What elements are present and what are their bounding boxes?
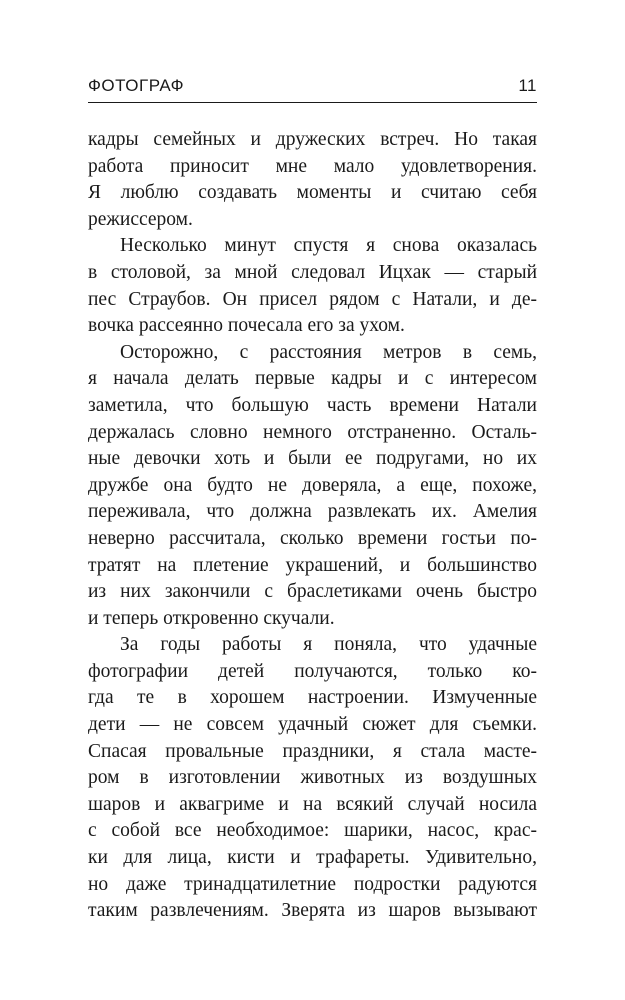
running-header [88,72,537,96]
text-line: я начала делать первые кадры и с интересом [88,368,537,390]
text-line: Я люблю создавать моменты и считаю себя [88,182,537,204]
text-line: переживала, что должна развлекать их. Амелия [88,501,537,523]
text-line: дети — не совсем удачный сюжет для съемки. [88,714,537,736]
text-line: заметила, что большую часть времени Натали [88,394,537,416]
text-line: в столовой, за мной следовал Ицхак — старый [88,261,537,283]
text-line: держалась словно немного отстраненно. Осталь- [88,421,537,443]
text-line: За годы работы я поняла, что удачные [120,634,537,656]
text-line: таким развлечениям. Зверята из шаров вызывают [88,900,537,922]
page-number: 11 [518,76,537,95]
text-line: работа приносит мне мало удовлетворения. [88,155,537,177]
text-line: с собой все необходимое: шарики, насос, крас- [88,820,537,842]
text-line: неверно рассчитала, сколько времени гостьи по- [88,527,537,549]
text-line: режиссером. [88,208,193,230]
text-line: Несколько минут спустя я снова оказалась [120,235,537,257]
text-line: шаров и аквагриме и на всякий случай носила [88,793,537,815]
text-line: кадры семейных и дружеских встреч. Но такая [88,129,537,150]
text-line: из них закончили с браслетиками очень быстро [88,581,537,603]
text-line: тратят на плетение украшений, и большинство [88,554,537,576]
text-line: дружбе она будто не доверяла, а еще, похоже, [88,474,537,496]
text-line: ные девочки хоть и были ее подругами, но их [88,448,537,470]
text-line: ки для лица, кисти и трафареты. Удивительно, [88,847,537,869]
text-line: но даже тринадцатилетние подростки радуются [88,873,537,895]
text-line: фотографии детей получаются, только ко- [88,660,537,682]
header-rule [88,102,537,103]
body-text [88,127,537,925]
text-line: вочка рассеянно почесала его за ухом. [88,315,405,337]
running-title: ФОТОГРАФ [88,76,185,95]
text-line: Спасая провальные праздники, я стала масте- [88,740,537,762]
text-line: Осторожно, с расстояния метров в семь, [120,341,537,363]
text-line: и теперь откровенно скучали. [88,607,335,629]
text-line: гда те в хорошем настроении. Измученные [88,687,537,709]
text-line: пес Страубов. Он присел рядом с Натали, и де- [88,288,537,310]
text-line: ром в изготовлении животных из воздушных [88,767,537,789]
